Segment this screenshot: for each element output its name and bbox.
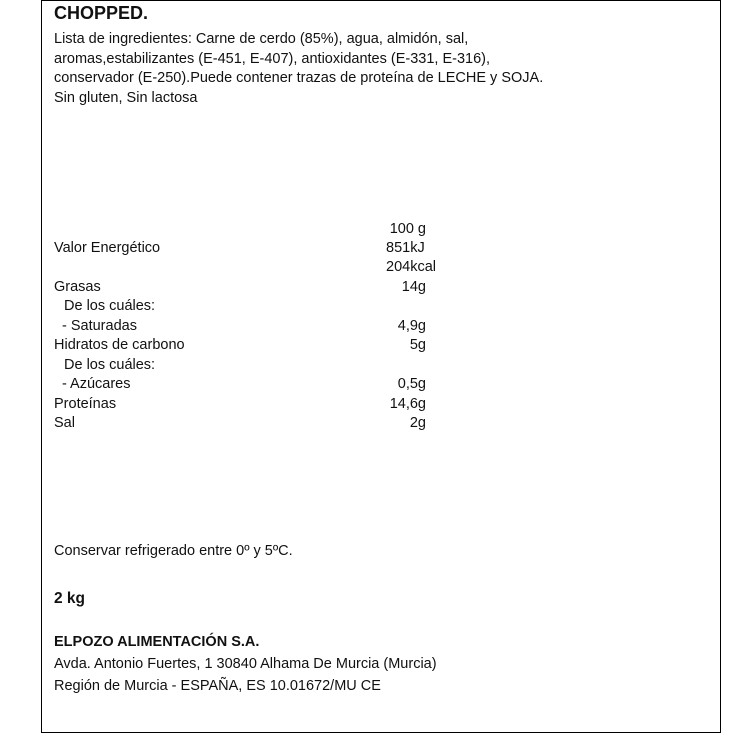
fat-label: Grasas [54, 279, 101, 295]
fat-value: 14g [401, 279, 426, 295]
carbs-value: 5g [409, 337, 426, 353]
carbs-label: Hidratos de carbono [54, 337, 185, 353]
energy-label: Valor Energético [54, 240, 161, 256]
saturated-label: - Saturadas [62, 318, 137, 334]
product-title: CHOPPED. [54, 3, 149, 23]
carbs-of-which-label: De los cuáles: [64, 357, 156, 373]
ingredients-line: conservador (E-250).Puede contener trazas de proteína de LECHE y SOJA. [54, 70, 544, 87]
protein-value: 14,6g [389, 396, 426, 412]
salt-value: 2g [409, 415, 426, 431]
energy-kcal-value: 204kcal [386, 259, 436, 275]
salt-label: Sal [54, 415, 75, 431]
saturated-value: 4,9g [397, 318, 426, 334]
allergen-info: Sin gluten, Sin lactosa [54, 89, 198, 106]
manufacturer-address-line2: Región de Murcia - ESPAÑA, ES 10.01672/MU CE [54, 678, 381, 694]
sugars-value: 0,5g [397, 376, 426, 392]
ingredients-line: aromas,estabilizantes (E-451, E-407), antioxidantes (E-331, E-316), [54, 50, 491, 67]
energy-kj-value: 851kJ [386, 240, 425, 256]
ingredients-line: Lista de ingredientes: Carne de cerdo (85%), agua, almidón, sal, [54, 31, 469, 47]
storage-instructions: Conservar refrigerado entre 0º y 5ºC. [54, 543, 293, 559]
manufacturer-address-line1: Avda. Antonio Fuertes, 1 30840 Alhama De Murcia (Murcia) [54, 656, 437, 672]
nutrition-header: 100 g [389, 221, 426, 237]
protein-label: Proteínas [54, 396, 117, 412]
sugars-label: - Azúcares [62, 376, 131, 392]
fat-of-which-label: De los cuáles: [64, 298, 156, 314]
manufacturer-name: ELPOZO ALIMENTACIÓN S.A. [54, 634, 260, 650]
net-weight: 2 kg [54, 590, 86, 607]
ingredients-list [54, 30, 694, 108]
